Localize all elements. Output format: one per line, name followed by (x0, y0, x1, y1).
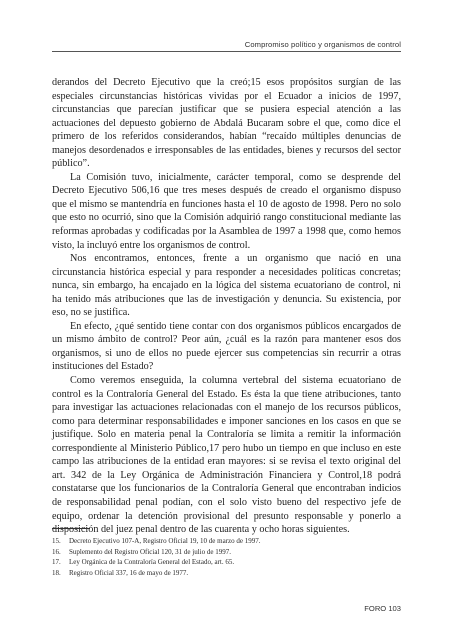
footnote-text: Registro Oficial 337, 16 de mayo de 1977. (69, 568, 189, 577)
body-text (52, 76, 401, 537)
running-header: Compromiso político y organismos de control (244, 40, 401, 49)
footnote (52, 568, 401, 579)
paragraph-1: derandos del Decreto Ejecutivo que la creó;15 esos propósitos surgían de las especiales circunstancias históricas vividas por el Ecuador a inicios de 1997, circunstancias que parecían justificar que se pusiera especial atención a las actuaciones del depuesto gobierno de Abdalá Bucaram sobre el que, como dice el primero de los referidos considerandos, habían “recaído múltiples denuncias de manejos desordenados e irresponsables de las entidades, bienes y recursos del sector público”. (52, 77, 401, 170)
footnote-number: 15. (52, 537, 61, 545)
footnote-text: Ley Orgánica de la Contraloría General del Estado, art. 65. (69, 558, 235, 567)
footnote (52, 557, 401, 568)
footnote-number: 17. (52, 558, 61, 567)
footnote-rule (52, 528, 90, 529)
paragraph-2: La Comisión tuvo, inicialmente, carácter temporal, como se desprende del Decreto Ejecutivo 506,16 que tres meses después de creado el organismo dispuso que el mismo se mantendría en funciones hasta el 10 de agosto de 1998. Pero no solo que esto no ocurrió, sino que la Comisión adquirió rango constitucional mediante las reformas aprobadas y codificadas por la Asamblea de 1997 a 1998 que, como hemos visto, la incluyó entre los organismos de control. (52, 171, 401, 251)
page-footer: FORO 103 (364, 604, 401, 613)
header-rule (52, 51, 401, 52)
paragraph-4: En efecto, ¿qué sentido tiene contar con dos organismos públicos encargados de un mismo ámbito de control? Peor aún, ¿cuál es la razón para mantener esos dos organismos, si uno de ellos no puede ejercer sus competencias sin recurrir a otras instituciones del Estado? (52, 320, 401, 373)
footnote (52, 547, 401, 558)
paragraph-5: Como veremos enseguida, la columna vertebral del sistema ecuatoriano de control es la Contraloría General del Estado. Es ésta la que tiene atribuciones, tanto para investigar las actuaciones relacionadas con el manejo de los recursos públicos, como para determinar responsabilidades e imponer sanciones en los casos en que se justifique. Solo en materia penal la Contraloría se limita a remitir la información correspondiente al Ministerio Público,17 pero hubo un tiempo en que incluso en este campo las atribuciones de la entidad eran mayores: si se revisa el texto original del art. 342 de la Ley Orgánica de Administración Financiera y Control,18 podrá constatarse que los funcionarios de la Contraloría General que encontraban indicios de responsabilidad penal podían, con el solo visto bueno del respectivo jefe de equipo, ordenar la detención provisional del presunto responsable y ponerlo a disposición del juez penal dentro de las cuarenta y ocho horas siguientes. (52, 375, 401, 536)
footnote-text: Suplemento del Registro Oficial 120, 31 de julio de 1997. (69, 547, 231, 556)
footnote-text: Decreto Ejecutivo 107-A, Registro Oficial 19, 10 de marzo de 1997. (69, 537, 261, 545)
paragraph-3: Nos encontramos, entonces, frente a un organismo que nació en una circunstancia histórica especial y para responder a necesidades políticas concretas; nunca, sin embargo, ha encajado en la lógica del sistema ecuatoriano de control, ni ha tenido más atribuciones que las de investigación y denuncia. Su existencia, por eso, no se justifica. (52, 253, 401, 319)
footnote (52, 536, 401, 547)
footnotes (52, 536, 401, 578)
footnote-number: 18. (52, 568, 61, 577)
footnote-number: 16. (52, 547, 61, 556)
